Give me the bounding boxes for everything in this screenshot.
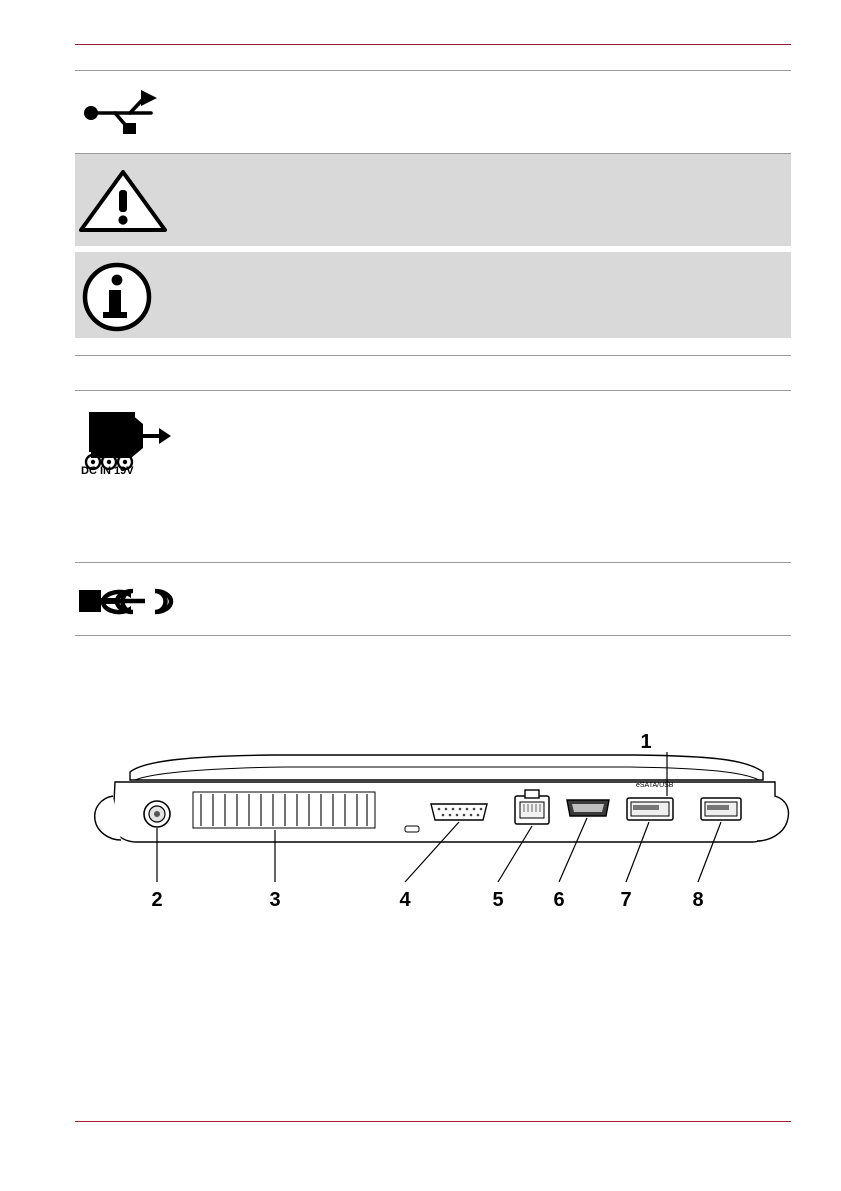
esata-usb-label: eSATA/USB xyxy=(636,782,674,789)
laptop-right-side-ports-diagram xyxy=(75,730,791,945)
usb-icon-cell xyxy=(75,78,185,145)
usb-square xyxy=(123,123,136,134)
info-icon-cell xyxy=(75,260,185,339)
callout-3: 3 xyxy=(269,889,281,911)
usb-arrow xyxy=(141,90,157,106)
dc-in-label: DC IN 19V xyxy=(81,465,134,476)
usb-icon xyxy=(75,78,175,140)
callout-6: 6 xyxy=(553,889,565,911)
caution-icon-cell xyxy=(75,166,185,241)
callout-8: 8 xyxy=(692,889,704,911)
callout-5: 5 xyxy=(492,889,504,911)
security-lock-icon-cell xyxy=(75,582,185,627)
callout-1: 1 xyxy=(640,731,652,753)
usb-dot xyxy=(84,106,98,120)
laptop-side-svg xyxy=(75,730,791,945)
row-separator xyxy=(75,635,791,636)
security-lock-slot-icon xyxy=(75,582,179,622)
caution-triangle-icon xyxy=(75,166,171,236)
row-separator xyxy=(75,390,791,391)
row-separator xyxy=(75,70,791,71)
callout-2: 2 xyxy=(151,889,163,911)
header-rule xyxy=(75,44,791,45)
row-separator xyxy=(75,355,791,356)
dcin-icon-cell xyxy=(75,404,185,481)
footer-rule xyxy=(75,1121,791,1122)
row-separator xyxy=(75,562,791,563)
info-circle-icon xyxy=(75,260,159,334)
dc-in-19v-icon xyxy=(75,404,183,476)
callout-4: 4 xyxy=(399,889,411,911)
callout-7: 7 xyxy=(620,889,632,911)
